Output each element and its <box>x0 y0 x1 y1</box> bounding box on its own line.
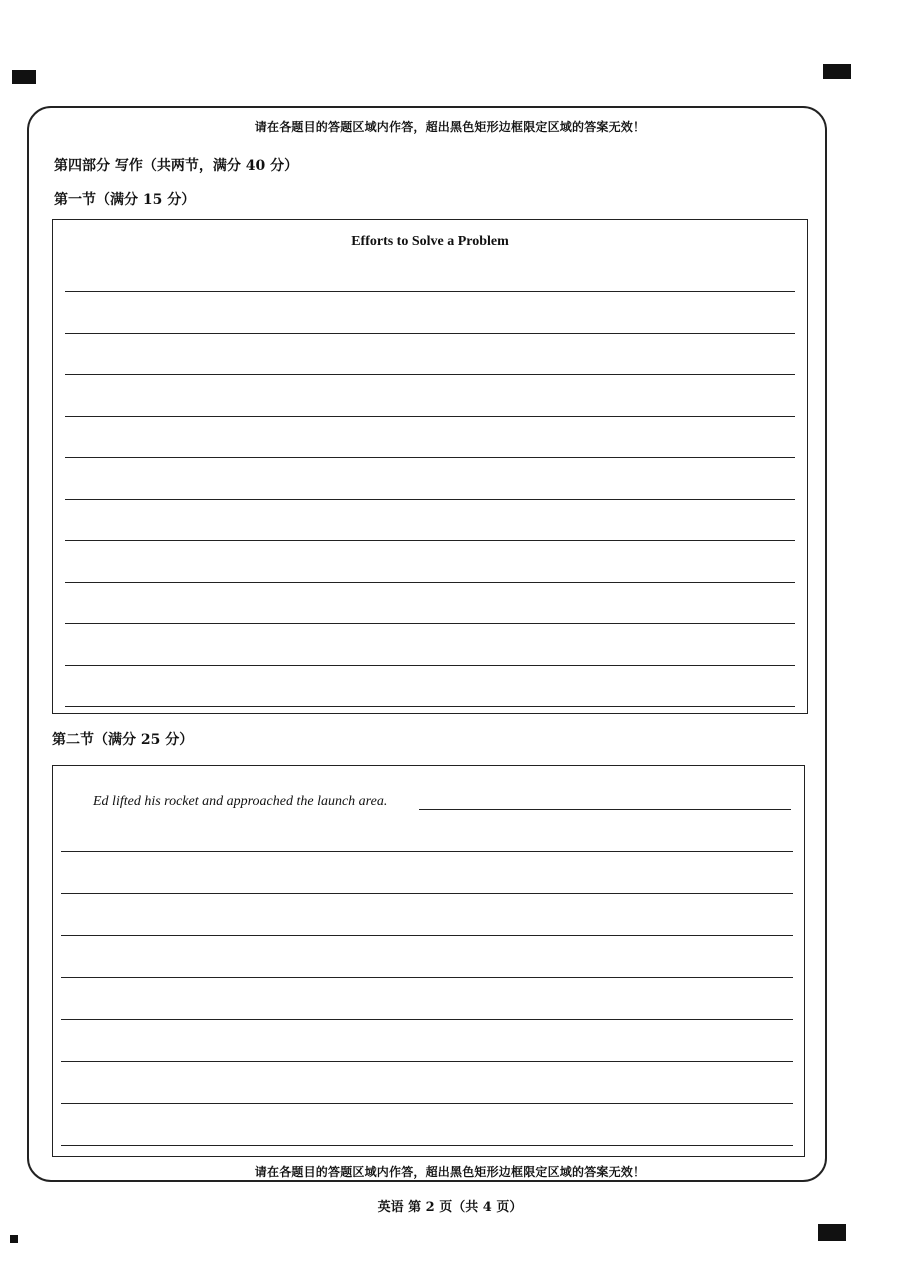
bottom-warning: 请在各题目的答题区域内作答，超出黑色矩形边框限定区域的答案无效！ <box>254 1165 646 1179</box>
registration-mark-bottom-left <box>10 1235 18 1243</box>
continuation-prompt: Ed lifted his rocket and approached the launch area. <box>93 794 388 809</box>
writing-line[interactable] <box>65 374 795 375</box>
writing-line[interactable] <box>61 1061 793 1062</box>
registration-mark-top-left <box>12 70 36 84</box>
writing-line[interactable] <box>65 499 795 500</box>
writing-line[interactable] <box>65 291 795 292</box>
page-footer: 英语 第 2 页（共 4 页） <box>377 1200 523 1215</box>
section2-heading: 第二节（满分 25 分） <box>52 732 194 748</box>
section2-writing-box[interactable] <box>52 765 805 1157</box>
writing-line[interactable] <box>61 893 793 894</box>
writing-line[interactable] <box>61 1019 793 1020</box>
section1-heading: 第一节（满分 15 分） <box>54 192 196 208</box>
top-warning: 请在各题目的答题区域内作答，超出黑色矩形边框限定区域的答案无效！ <box>254 120 646 134</box>
writing-line[interactable] <box>65 540 795 541</box>
writing-line[interactable] <box>61 1145 793 1146</box>
registration-mark-top-right <box>823 64 851 79</box>
registration-mark-bottom-right <box>818 1224 846 1241</box>
writing-line[interactable] <box>65 333 795 334</box>
writing-line[interactable] <box>65 623 795 624</box>
writing-line[interactable] <box>61 1103 793 1104</box>
writing-line[interactable] <box>65 582 795 583</box>
writing-line[interactable] <box>61 977 793 978</box>
part-heading: 第四部分 写作（共两节，满分 40 分） <box>54 158 299 174</box>
essay-title: Efforts to Solve a Problem <box>351 234 509 249</box>
prompt-answer-line <box>419 809 791 810</box>
writing-line[interactable] <box>61 851 793 852</box>
writing-line[interactable] <box>65 457 795 458</box>
writing-line[interactable] <box>65 665 795 666</box>
writing-line[interactable] <box>65 416 795 417</box>
writing-line[interactable] <box>65 706 795 707</box>
writing-line[interactable] <box>61 935 793 936</box>
section1-writing-box[interactable] <box>52 219 808 714</box>
